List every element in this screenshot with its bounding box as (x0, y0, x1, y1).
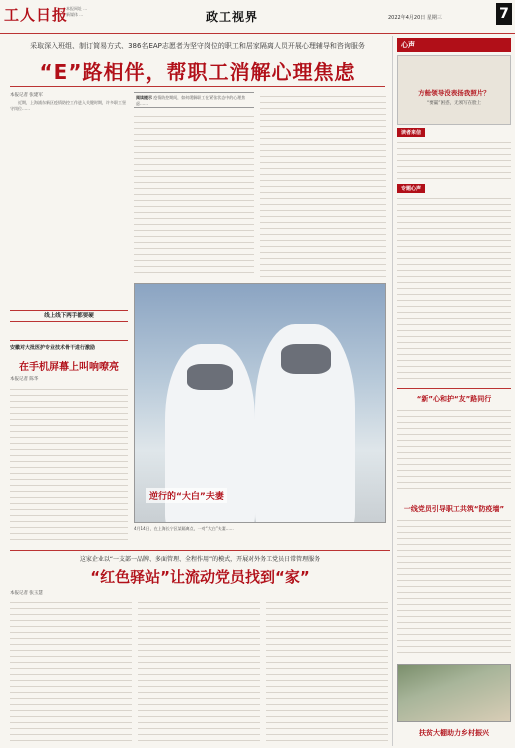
sidebar-tag: 心声 (397, 38, 511, 52)
sidebar-label-voices: 专题心声 (397, 184, 425, 193)
date-line: 2022年4月20日 星期三 (388, 15, 442, 21)
sidebar-body-1 (397, 406, 511, 490)
main-body-col2 (134, 112, 254, 278)
visor-right (281, 344, 331, 374)
main-headline: “E”路相伴，帮职工消解心理焦虑 (39, 60, 356, 84)
bottom-byline: 本报记者 张玉慧 (10, 591, 43, 596)
sidebar-headline-3: 扶贫大棚助力乡村振兴 (419, 729, 489, 737)
sidebar-headline-2: 一线党员引导职工共筑“防疫墙” (403, 505, 505, 513)
newspaper-logo: 工人日报 (4, 6, 69, 24)
news-photo (134, 283, 386, 523)
main-body-text: 近期，上海浦东新区疫情防控工作进入关键时期，许多职工坚守岗位…… (10, 100, 126, 111)
sidebar-label-letters: 读者来信 (397, 128, 425, 137)
editor-note-text: 疫情防控期间，如何缓解职工在紧张状态中的心理焦虑…… (136, 95, 246, 106)
bottom-headline: “红色驿站”让流动党员找到“家” (90, 568, 310, 586)
photo-caption: 4月14日，在上海长宁区某隔离点，一对“大白”夫妻…… (134, 526, 234, 531)
masthead-info (66, 6, 87, 18)
voices-body (397, 194, 511, 384)
photo-title: 逆行的“大白”夫妻 (146, 488, 227, 503)
main-body-col1 (10, 100, 128, 260)
divider (10, 86, 385, 87)
sidebar-headline-1: “新”心和护“友”路同行 (416, 395, 492, 403)
main-subheading: 线上线下两手都要硬 (10, 310, 128, 322)
sidebar-body-2 (397, 516, 511, 656)
left-body (10, 385, 128, 545)
left-kicker: 安徽对大批医护专业技术骨干进行激励 (10, 345, 96, 351)
editor-note (134, 92, 254, 108)
bottom-body-col3 (266, 598, 388, 744)
masthead (0, 0, 515, 34)
comic-subtitle: “要赢”困惑，无须写在脸上 (426, 101, 482, 106)
main-kicker: 采取深入班组、制订简易方式、386名EAP志愿者为坚守岗位的职工和居家隔离人员开展心理辅导和咨询服务 (30, 42, 365, 50)
column-divider (392, 36, 393, 746)
bottom-body-col1 (10, 598, 132, 744)
main-byline: 本报记者 张建军 (10, 93, 43, 98)
visor-left (187, 364, 233, 390)
section-title: 政工视界 (206, 10, 259, 24)
masthead-info-line: 新媒体 ... (66, 12, 84, 17)
main-body-col3 (260, 92, 386, 278)
masthead-info-line: 本报网址 ... (66, 6, 88, 11)
divider (397, 388, 511, 389)
divider (10, 340, 128, 341)
divider (10, 550, 390, 551)
bottom-kicker: 这家企业以“一支部一品牌、多面管理、全程作用”的模式，开展对外务工党员日常管理服务 (79, 556, 321, 563)
editor-note-label: 阅读提示 (136, 95, 152, 100)
left-headline: 在手机屏幕上叫响嘹亮 (19, 362, 119, 373)
sidebar-photo (397, 664, 511, 722)
comic-title: 方舱领导没表扬我照片？ (418, 89, 490, 97)
left-byline: 本报记者 陈华 (10, 377, 39, 382)
bottom-body-col2 (138, 598, 260, 744)
page-number: 7 (496, 3, 512, 25)
letters-body (397, 138, 511, 180)
